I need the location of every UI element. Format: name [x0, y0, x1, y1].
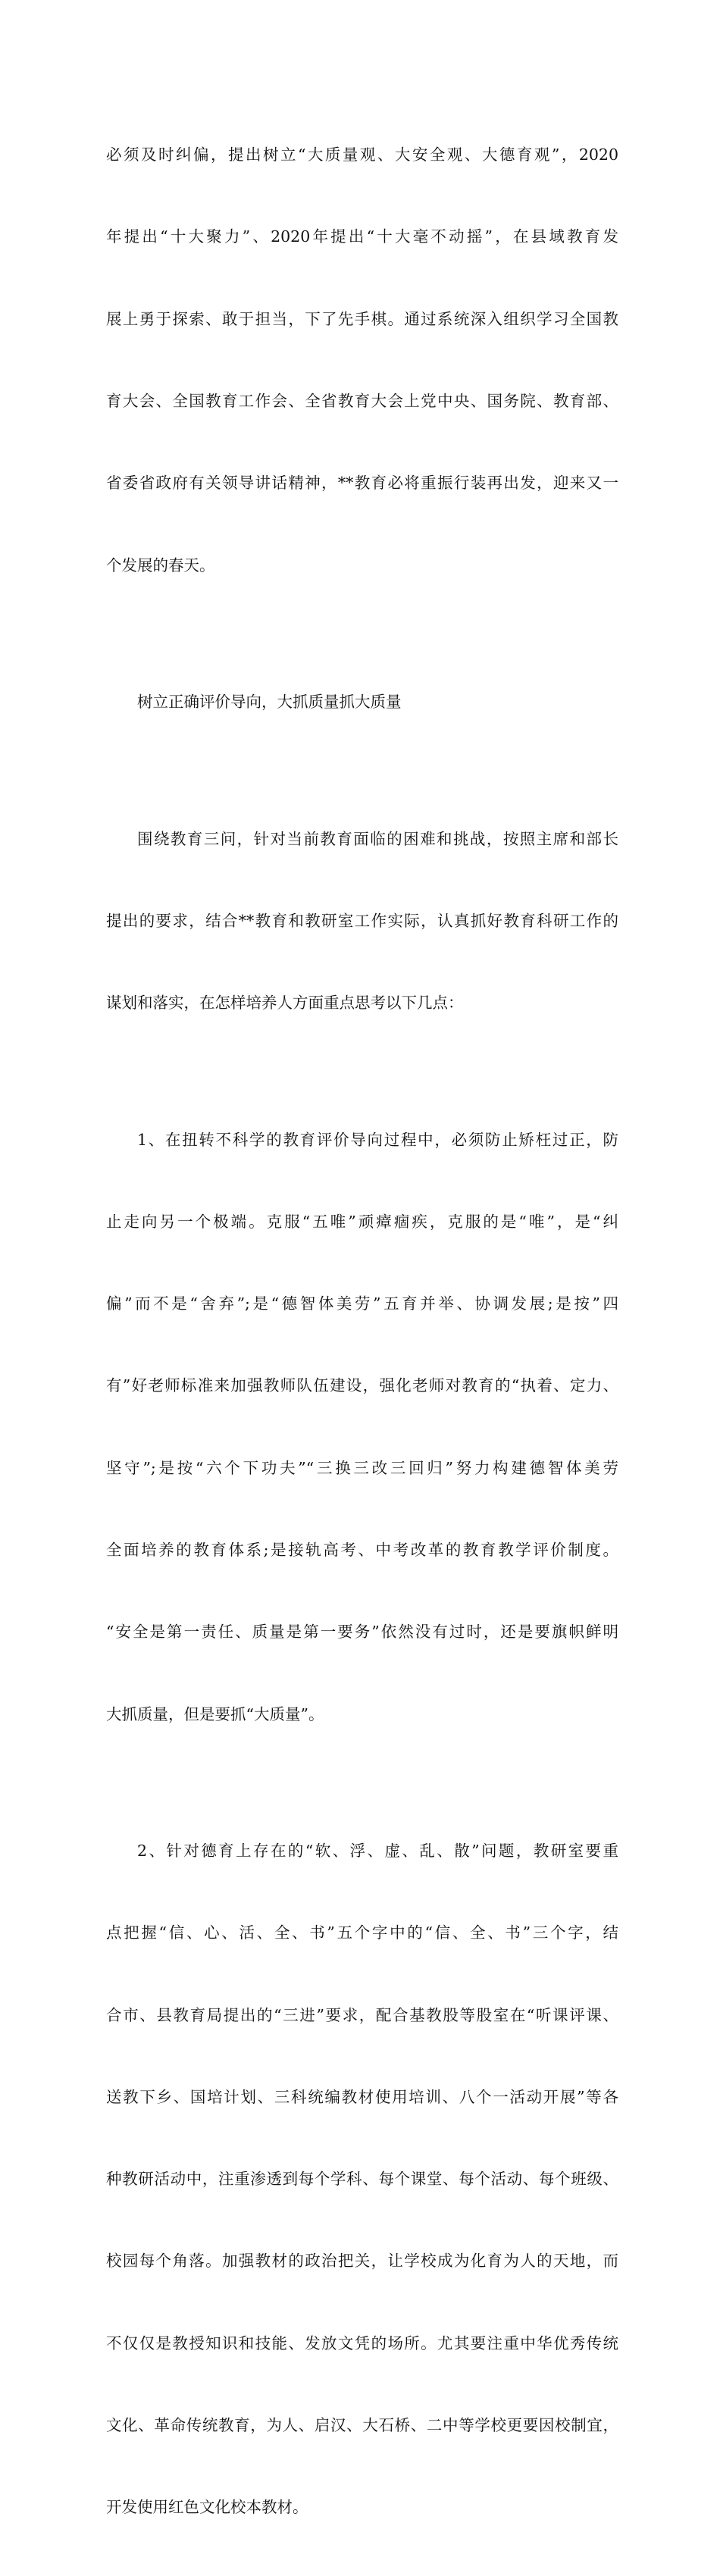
text-line: 合市、县教育局提出的“三进”要求，配合基教股等股室在“听课评课、	[106, 2005, 618, 2024]
text-line: 谋划和落实，在怎样培养人方面重点思考以下几点：	[106, 994, 464, 1013]
text-line: 不仅仅是教授知识和技能、发放文凭的场所。尤其要注重中华优秀传统	[106, 2333, 618, 2352]
text-line: 提出的要求，结合**教育和教研室工作实际，认真抓好教育科研工作的	[106, 911, 618, 930]
text-line: 偏”而不是“舍弃”;是“德智体美劳”五育并举、协调发展;是按”四	[106, 1294, 618, 1313]
paragraph-3	[106, 770, 618, 1071]
heading-text: 树立正确评价导向，大抓质量抓大质量	[137, 693, 402, 712]
text-line: 个发展的春天。	[106, 556, 215, 574]
text-line: 年提出“十大聚力”、2020年提出“十大毫不动摇”，在县域教育发	[106, 227, 618, 246]
text-line: 开发使用红色文化校本教材。	[106, 2498, 308, 2517]
text-line: 点把握“信、心、活、全、书”五个字中的“信、全、书”三个字，结	[106, 1923, 618, 1942]
paragraph-1	[106, 86, 618, 634]
section-heading	[106, 634, 618, 770]
text-line: 坚守”;是按“六个下功夫”“三换三改三回归”努力构建德智体美劳	[106, 1458, 618, 1477]
text-line: 全面培养的教育体系;是接轨高考、中考改革的教育教学评价制度。	[106, 1540, 618, 1559]
text-line: 文化、革命传统教育，为人、启汉、大石桥、二中等学校更要因校制宜，	[106, 2415, 618, 2434]
text-line: 止走向另一个极端。克服“五唯”顽瘴痼疾，克服的是“唯”，是“纠	[106, 1212, 618, 1231]
text-line: 必须及时纠偏，提出树立“大质量观、大安全观、大德育观”，2020	[106, 146, 618, 164]
text-line: 有”好老师标准来加强教师队伍建设，强化老师对教育的“执着、定力、	[106, 1376, 618, 1395]
text-line: 围绕教育三问，针对当前教育面临的困难和挑战，按照主席和部长	[137, 829, 618, 848]
text-line: 校园每个角落。加强教材的政治把关，让学校成为化育为人的天地，而	[106, 2252, 618, 2271]
text-line: “安全是第一责任、质量是第一要务”依然没有过时，还是要旗帜鲜明	[106, 1623, 618, 1642]
paragraph-4	[106, 1071, 618, 1782]
text-line: 育大会、全国教育工作会、全省教育大会上党中央、国务院、教育部、	[106, 392, 618, 411]
paragraph-5	[106, 1783, 618, 2576]
text-line: 大抓质量，但是要抓“大质量”。	[106, 1704, 324, 1723]
text-line: 1、在扭转不科学的教育评价导向过程中，必须防止矫枉过正，防	[137, 1130, 618, 1149]
document-page	[106, 86, 618, 2576]
text-line: 省委省政府有关领导讲话精神，**教育必将重振行装再出发，迎来又一	[106, 474, 618, 493]
text-line: 送教下乡、国培计划、三科统编教材使用培训、八个一活动开展”等各	[106, 2087, 618, 2106]
text-line: 展上勇于探索、敢于担当，下了先手棋。通过系统深入组织学习全国教	[106, 309, 618, 328]
text-line: 2、针对德育上存在的“软、浮、虚、乱、散”问题，教研室要重	[137, 1842, 618, 1860]
text-line: 种教研活动中，注重渗透到每个学科、每个课堂、每个活动、每个班级、	[106, 2170, 618, 2189]
